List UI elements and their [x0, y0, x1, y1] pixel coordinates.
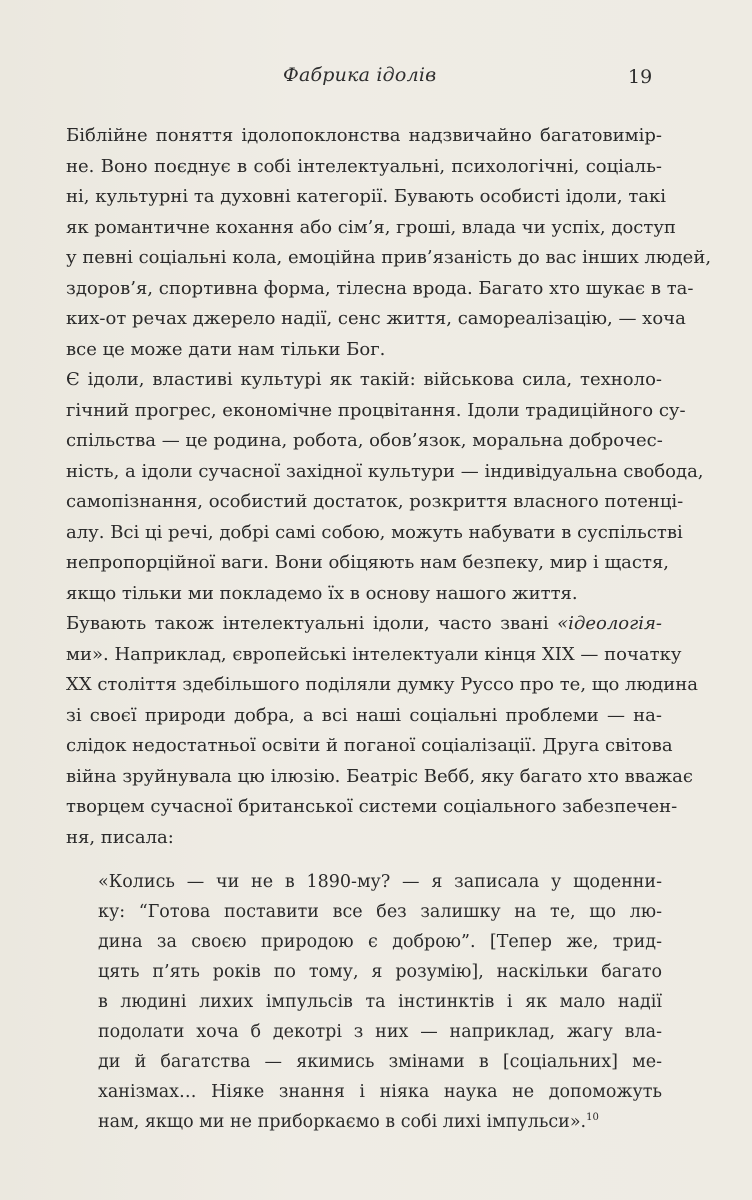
quote-line: ди й багатства — якимись змінами в [соціальних] ме- [98, 1052, 662, 1072]
text-line: спільства — це родина, робота, обов’язок, моральна доброчес- [66, 430, 663, 451]
text-line: ких-от речах джерело надії, сенс життя, самореалізацію, — хоча [66, 308, 686, 329]
paragraph-3 [66, 609, 698, 853]
text-line: якщо тільки ми покладемо їх в основу нашого життя. [66, 582, 578, 604]
body-text [66, 121, 712, 853]
page-number: 19 [628, 66, 653, 88]
chapter-title: Фабрика ідолів [283, 64, 437, 86]
text-line: непропорційної ваги. Вони обіцяють нам безпеку, мир і щастя, [66, 552, 670, 573]
text-line: XX століття здебільшого поділяли думку Руссо про те, що людина [66, 674, 698, 695]
text-line: у певні соціальні кола, емоційна прив’язаність до вас інших людей, [66, 247, 712, 268]
paragraph-2 [66, 365, 704, 609]
quote-line: подолати хоча б декотрі з них — наприклад, жагу вла- [98, 1022, 662, 1042]
block-quote [98, 867, 662, 1137]
text-line: творцем сучасної британської системи соціального забезпечен- [66, 796, 678, 817]
quote-line: цять п’ять років по тому, я розумію], наскільки багато [98, 962, 662, 982]
quote-line [98, 1107, 662, 1137]
quote-line: дина за своєю природою є доброю”. [Тепер же, трид- [98, 932, 662, 952]
text-line: все це може дати нам тільки Бог. [66, 338, 386, 360]
text-line: здоров’я, спортивна форма, тілесна врода. Багато хто шукає в та- [66, 277, 694, 299]
text-line: війна зруйнувала цю ілюзію. Беатріс Вебб, яку багато хто вважає [66, 765, 693, 787]
text-line: ність, а ідоли сучасної західної культури — індивідуальна свобода, [66, 460, 704, 482]
paragraph-1 [66, 121, 712, 365]
italic-term: «ідеологія- [557, 613, 662, 634]
text-line: Біблійне поняття ідолопоклонства надзвичайно багатовимір- [66, 125, 662, 146]
quote-line: «Колись — чи не в 1890-му? — я записала у щоденни- [98, 872, 662, 892]
quote-line: ку: “Готова поставити все без залишку на те, що лю- [98, 902, 662, 922]
text-line: ні, культурні та духовні категорії. Бувають особисті ідоли, такі [66, 186, 667, 207]
text-line: зі своєї природи добра, а всі наші соціальні проблеми — на- [66, 704, 662, 726]
footnote-marker[interactable]: 10 [586, 1112, 599, 1124]
text-line: Є ідоли, властиві культурі як такій: військова сила, техноло- [66, 369, 662, 390]
running-header [0, 64, 752, 94]
text-line: ня, писала: [66, 826, 174, 848]
text-line: не. Воно поєднує в собі інтелектуальні, психологічні, соціаль- [66, 155, 662, 177]
text-line [66, 609, 662, 640]
quote-line: в людині лихих імпульсів та інстинктів і як мало надії [98, 992, 662, 1012]
text-fragment: Бувають також інтелектуальні ідоли, часто звані [66, 613, 558, 634]
text-line: самопізнання, особистий достаток, розкриття власного потенці- [66, 491, 684, 512]
text-line: слідок недостатньої освіти й поганої соціалізації. Друга світова [66, 735, 673, 756]
text-line: алу. Всі ці речі, добрі самі собою, можуть набувати в суспільстві [66, 521, 683, 543]
quote-line: ханізмах… Ніяке знання і ніяка наука не допоможуть [98, 1082, 662, 1102]
quote-text: нам, якщо ми не приборкаємо в собі лихі імпульси». [98, 1112, 587, 1132]
text-line: як романтичне кохання або сім’я, гроші, влада чи успіх, доступ [66, 216, 676, 238]
text-line: ми». Наприклад, європейські інтелектуали кінця XIX — початку [66, 643, 682, 665]
text-line: гічний прогрес, економічне процвітання. Ідоли традиційного су- [66, 399, 686, 421]
